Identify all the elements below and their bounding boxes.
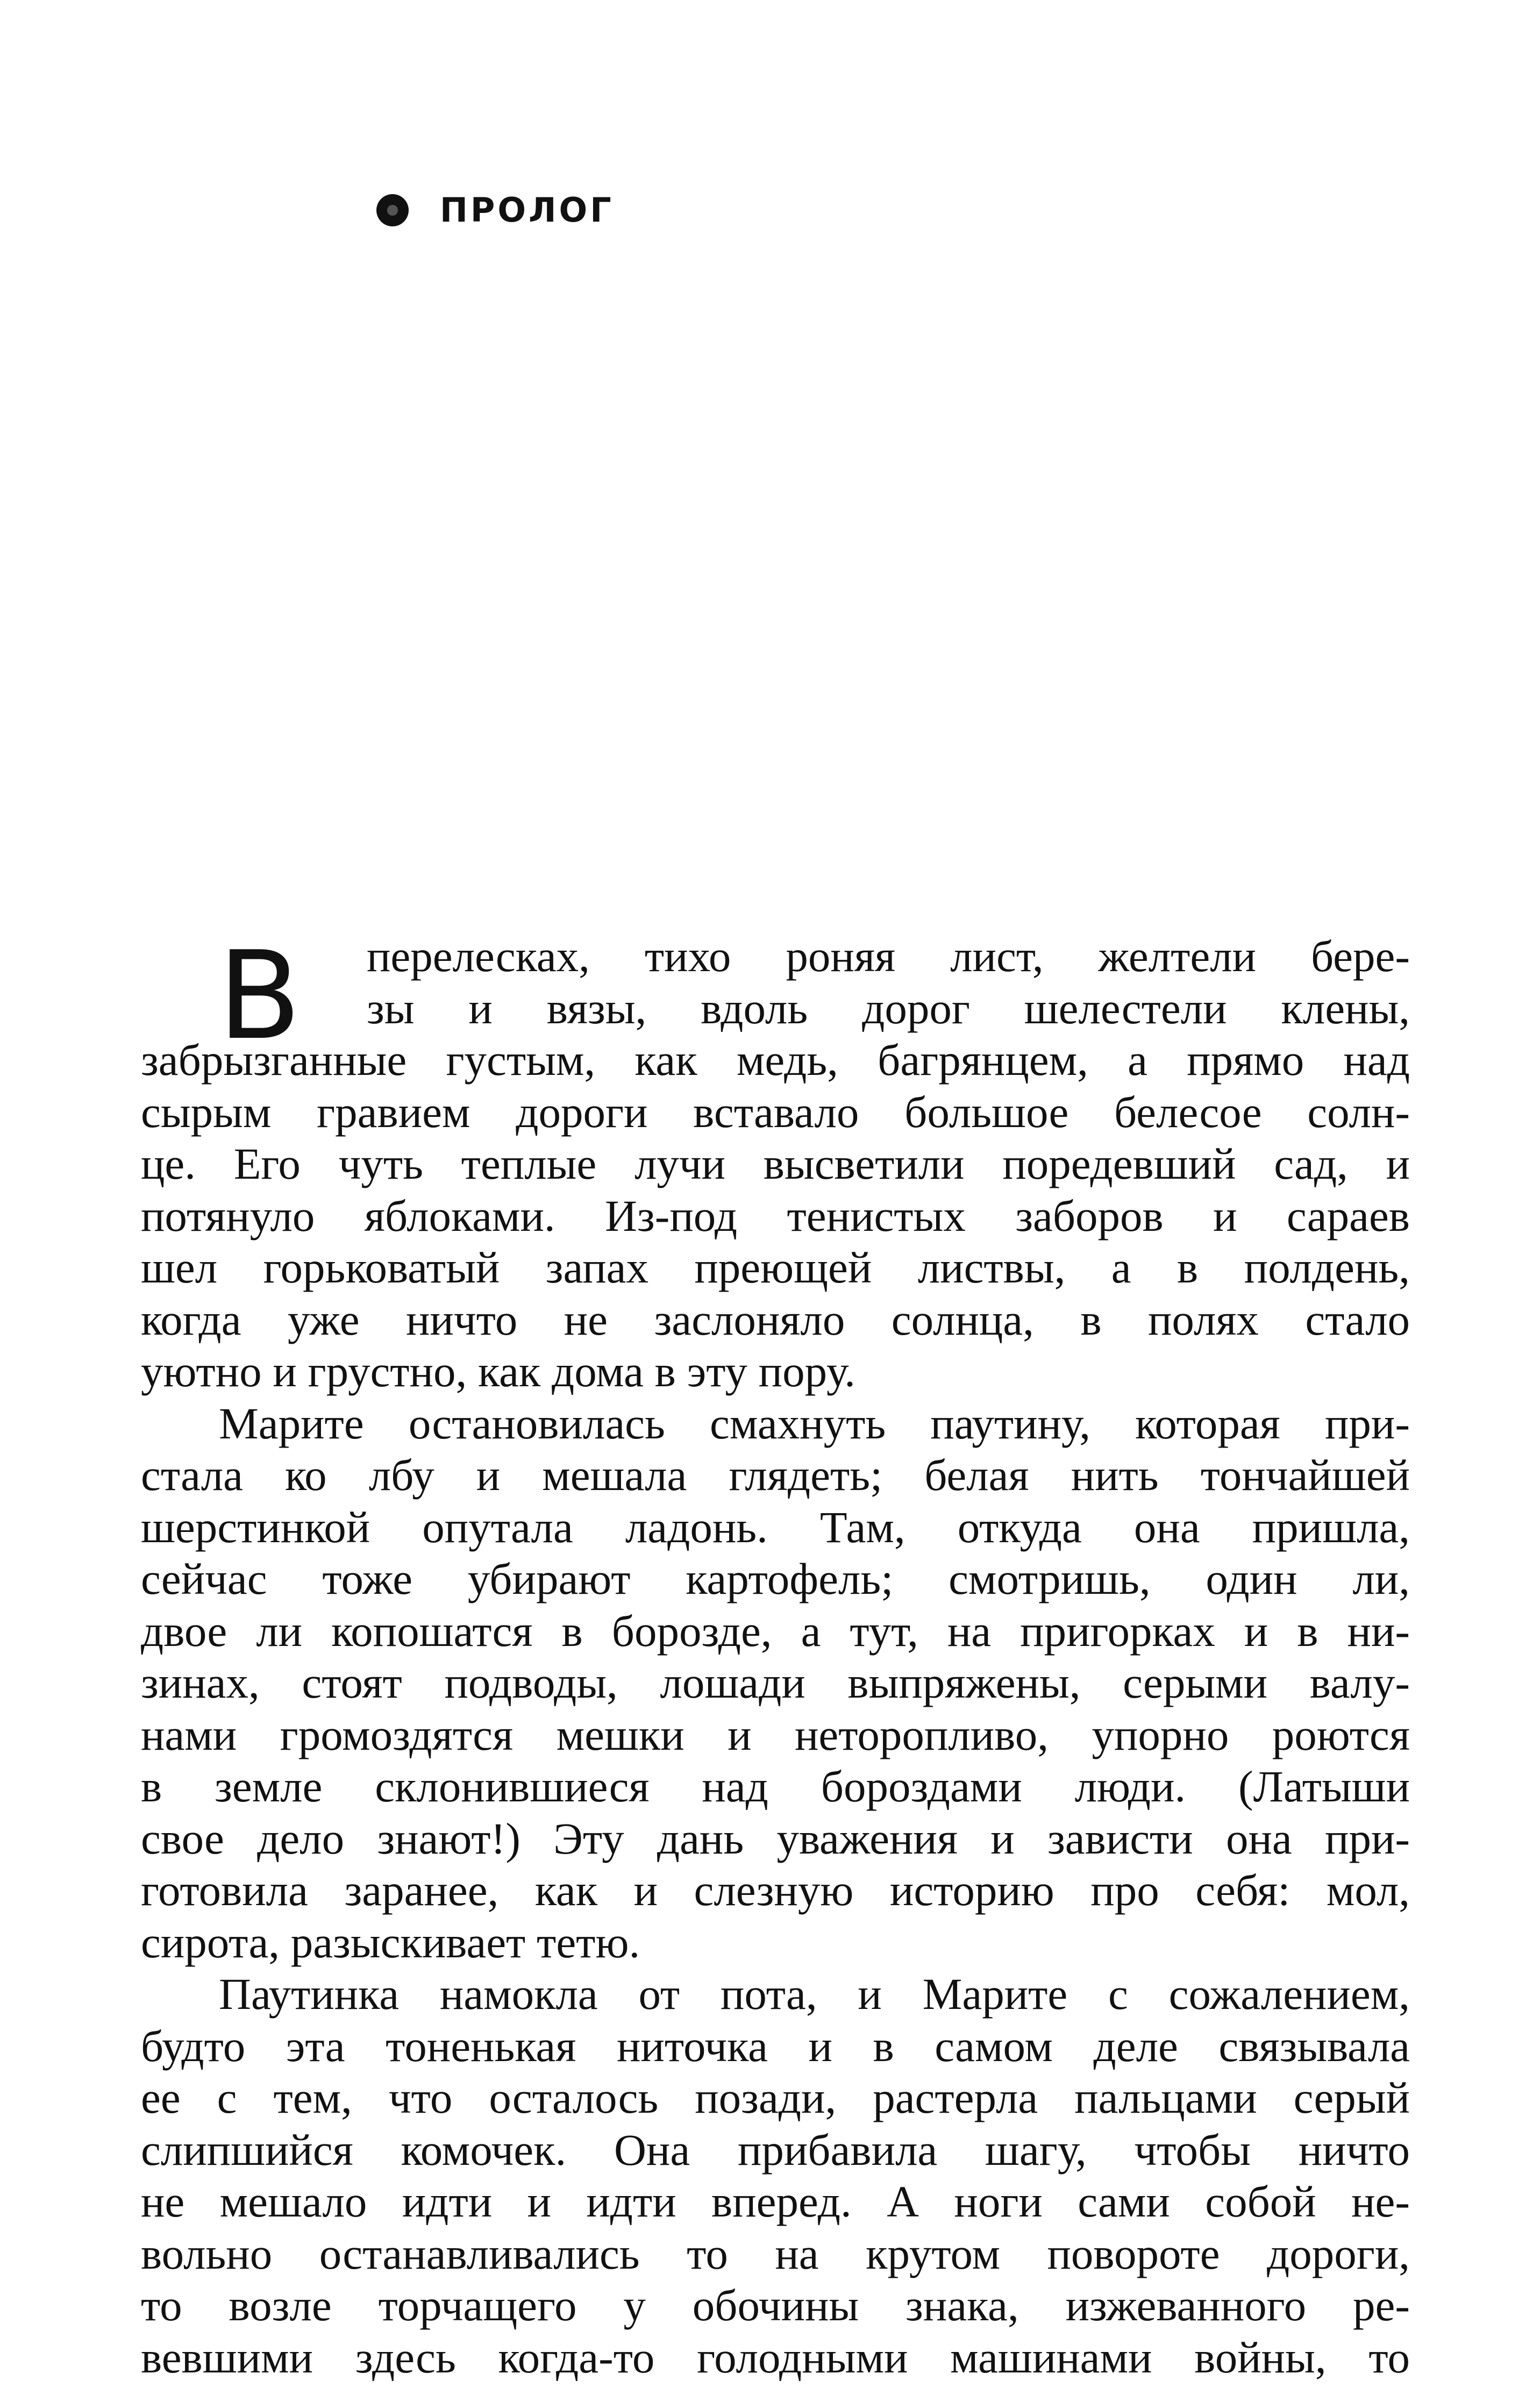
text-line: сирота, разыскивает тетю. <box>141 1917 640 1967</box>
text-line: сырым гравием дороги вставало большое белесое солн- <box>141 1087 1410 1137</box>
paragraph-2 <box>141 1398 1410 1969</box>
text-line: це. Его чуть теплые лучи высветили поредевший сад, и <box>141 1139 1410 1188</box>
text-line: перелесках, тихо роняя лист, желтели бере- <box>367 931 1410 981</box>
text-line: не мешало идти и идти вперед. А ноги сами собой не- <box>141 2177 1410 2226</box>
text-line: то возле торчащего у обочины знака, изжеванного ре- <box>141 2280 1410 2330</box>
text-line: стала ко лбу и мешала глядеть; белая нить тончайшей <box>141 1450 1410 1500</box>
text-line: забрызганные густым, как медь, багрянцем, а прямо над <box>141 1035 1410 1085</box>
drop-cap: В <box>218 925 302 1067</box>
body-text <box>141 925 1410 2383</box>
text-line: зы и вязы, вдоль дорог шелестели клены, <box>367 983 1410 1033</box>
text-line: слипшийся комочек. Она прибавила шагу, чтобы ничто <box>141 2125 1410 2175</box>
chapter-heading <box>376 190 614 230</box>
text-line: будто эта тоненькая ниточка и в самом деле связывала <box>141 2021 1410 2071</box>
text-line: нами громоздятся мешки и неторопливо, упорно роются <box>141 1709 1410 1759</box>
text-line: Паутинка намокла от пота, и Марите с сожалением, <box>219 1969 1410 2019</box>
text-line: потянуло яблоками. Из-под тенистых заборов и сараев <box>141 1191 1410 1241</box>
text-line: свое дело знают!) Эту дань уважения и зависти она при- <box>141 1813 1410 1863</box>
paragraph-1 <box>141 925 1410 1398</box>
text-line: в земле склонившиеся над бороздами люди. (Латыши <box>141 1762 1410 1811</box>
text-line: двое ли копошатся в борозде, а тут, на пригорках и в ни- <box>141 1606 1410 1656</box>
paragraph-3 <box>141 1968 1410 2383</box>
text-line: сейчас тоже убирают картофель; смотришь, один ли, <box>141 1554 1410 1603</box>
text-line: готовила заранее, как и слезную историю про себя: мол, <box>141 1865 1410 1915</box>
text-line: шел горьковатый запах преющей листвы, а в полдень, <box>141 1243 1410 1292</box>
text-line: уютно и грустно, как дома в эту пору. <box>141 1346 855 1396</box>
text-line: Марите остановилась смахнуть паутину, которая при- <box>219 1398 1410 1448</box>
text-line: шерстинкой опутала ладонь. Там, откуда она пришла, <box>141 1502 1410 1552</box>
text-line: вольно останавливались то на крутом повороте дороги, <box>141 2228 1410 2278</box>
text-line: зинах, стоят подводы, лошади выпряжены, серыми валу- <box>141 1658 1410 1707</box>
text-line: когда уже ничто не заслоняло солнца, в полях стало <box>141 1294 1410 1344</box>
bullet-ornament-icon <box>376 194 409 226</box>
text-line: вевшими здесь когда-то голодными машинами войны, то <box>141 2332 1410 2382</box>
text-line: ее с тем, что осталось позади, растерла пальцами серый <box>141 2073 1410 2122</box>
chapter-title: ПРОЛОГ <box>440 190 614 230</box>
